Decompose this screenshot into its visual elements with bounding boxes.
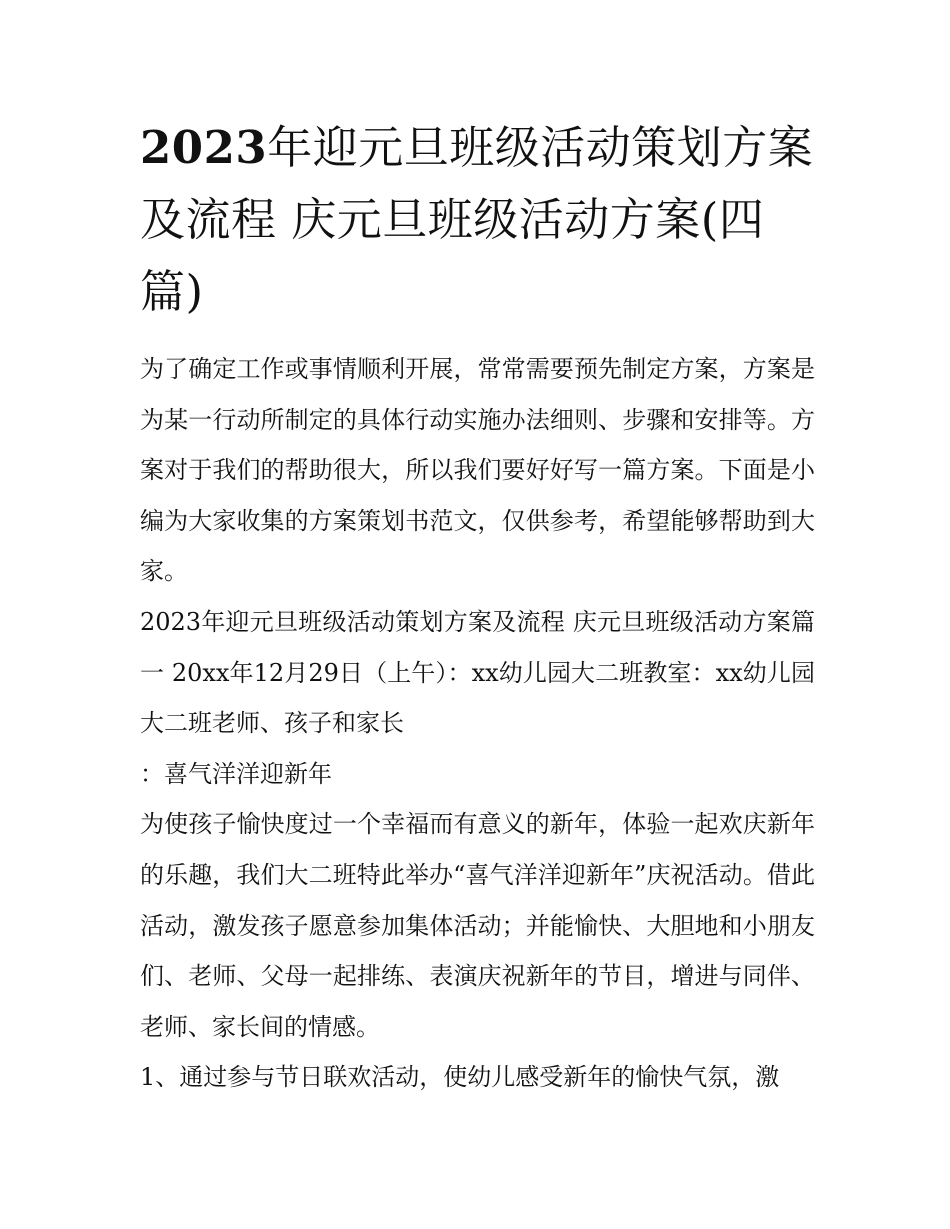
title-text: 年迎元旦班级活动策划方案及流程 庆元旦班级活动方案(四篇) xyxy=(140,121,814,318)
goal-item-1: 1、通过参与节日联欢活动，使幼儿感受新年的愉快气氛，激 xyxy=(140,1063,780,1092)
section-heading-paragraph: 2023年迎元旦班级活动策划方案及流程 庆元旦班级活动方案篇一 20xx年12月29日（上午）：xx幼儿园大二班教室：xx幼儿园大二班老师、孩子和家长 xyxy=(140,607,815,738)
intro-paragraph: 为了确定工作或事情顺利开展，常常需要预先制定方案，方案是为某一行动所制定的具体行动实施办法细则、步骤和安排等。方案对于我们的帮助很大，所以我们要好好写一篇方案。下面是小编为大家收集的方案策划书范文，仅供参考，希望能够帮助到大家。 xyxy=(140,355,815,586)
theme-paragraph: ：喜气洋洋迎新年 xyxy=(140,759,332,788)
document-title xyxy=(140,112,815,328)
title-year: 2023 xyxy=(140,121,268,174)
document-page xyxy=(140,112,815,1103)
purpose-paragraph: 为使孩子愉快度过一个幸福而有意义的新年，体验一起欢庆新年的乐趣，我们大二班特此举办“喜气洋洋迎新年”庆祝活动。借此活动，激发孩子愿意参加集体活动；并能愉快、大胆地和小朋友们、老师、父母一起排练、表演庆祝新年的节目，增进与同伴、老师、家长间的情感。 xyxy=(140,810,815,1041)
